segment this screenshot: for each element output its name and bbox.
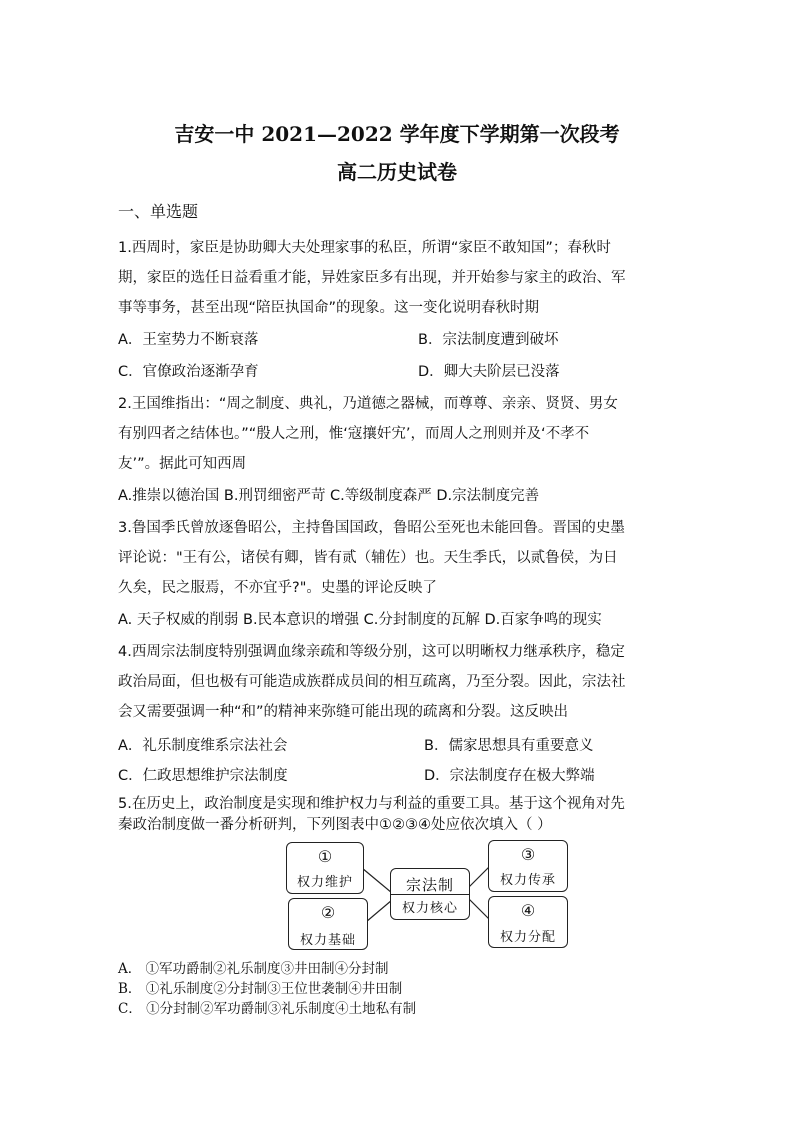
diagram-box-4 — [488, 896, 568, 948]
q2-stem-line: 友’”。据此可知西周 — [118, 456, 247, 472]
q4-option-b[interactable]: B．儒家思想具有重要意义 — [424, 738, 594, 754]
q4-option-d[interactable]: D．宗法制度存在极大弊端 — [424, 768, 595, 784]
diagram-box-number: ② — [320, 903, 336, 922]
diagram-box-number: ① — [317, 847, 333, 866]
q1-option-d[interactable]: D．卿大夫阶层已没落 — [418, 364, 560, 380]
q3-stem-line: 3.鲁国季氏曾放逐鲁昭公，主持鲁国国政，鲁昭公至死也未能回鲁。晋国的史墨 — [118, 520, 625, 536]
q2-options[interactable]: A.推崇以德治国 B.刑罚细密严苛 C.等级制度森严 D.宗法制度完善 — [118, 488, 540, 504]
diagram-box-number: ③ — [520, 845, 536, 864]
diagram-box-label: 权力基础 — [299, 933, 356, 948]
q5-option-b[interactable]: B． ①礼乐制度②分封制③王位世袭制④井田制 — [118, 981, 403, 997]
q1-stem-line: 期，家臣的选任日益看重才能，异姓家臣多有出现，并开始参与家主的政治、军 — [118, 270, 626, 286]
diagram-box-label: 权力传承 — [499, 873, 556, 888]
q1-option-a[interactable]: A．王室势力不断衰落 — [118, 332, 259, 348]
q1-option-b[interactable]: B．宗法制度遭到破坏 — [418, 332, 559, 348]
diagram-box-2 — [288, 898, 368, 950]
q1-stem-line: 1.西周时，家臣是协助卿大夫处理家事的私臣，所谓“家臣不敢知国”；春秋时 — [118, 240, 611, 256]
diagram-box-label: 权力分配 — [499, 930, 556, 945]
q4-option-c[interactable]: C．仁政思想维护宗法制度 — [118, 768, 288, 784]
q2-stem-line: 2.王国维指出：“周之制度、典礼，乃道德之器械，而尊尊、亲亲、贤贤、男女 — [118, 396, 618, 412]
q4-stem-line: 会又需要强调一种“和”的精神来弥缝可能出现的疏离和分裂。这反映出 — [118, 704, 569, 720]
q3-stem-line: 评论说："王有公，诸侯有卿，皆有贰（辅佐）也。天生季氏，以贰鲁侯，为日 — [118, 550, 618, 566]
q3-stem-line: 久矣，民之服焉，不亦宜乎?"。史墨的评论反映了 — [118, 580, 437, 596]
diagram-center-top: 宗法制 — [405, 876, 454, 894]
q4-stem-line: 政治局面，但也极有可能造成族群成员间的相互疏离，乃至分裂。因此，宗法社 — [118, 674, 626, 690]
q5-option-c[interactable]: C． ①分封制②军功爵制③礼乐制度④土地私有制 — [118, 1001, 417, 1017]
diagram-box-label: 权力维护 — [296, 875, 353, 890]
q5-option-a[interactable]: A． ①军功爵制②礼乐制度③井田制④分封制 — [118, 961, 389, 977]
q4-stem-line: 4.西周宗法制度特别强调血缘亲疏和等级分别，这可以明晰权力继承秩序，稳定 — [118, 644, 625, 660]
exam-subtitle: 高二历史试卷 — [337, 160, 457, 184]
q4-option-a[interactable]: A．礼乐制度维系宗法社会 — [118, 738, 288, 754]
diagram-box-1 — [286, 842, 364, 894]
q5-stem-line: 5.在历史上，政治制度是实现和维护权力与利益的重要工具。基于这个视角对先 — [118, 796, 625, 812]
diagram-box-3 — [488, 840, 568, 892]
q1-stem-line: 事等事务，甚至出现“陪臣执国命”的现象。这一变化说明春秋时期 — [118, 300, 540, 316]
q3-options[interactable]: A. 天子权威的削弱 B.民本意识的增强 C.分封制度的瓦解 D.百家争鸣的现实 — [118, 612, 602, 628]
exam-title: 吉安一中 2021—2022 学年度下学期第一次段考 — [174, 122, 620, 146]
q1-option-c[interactable]: C．官僚政治逐渐孕育 — [118, 364, 259, 380]
q2-stem-line: 有别四者之结体也。”“殷人之刑，惟‘寇攘奸宄’，而周人之刑则并及‘不孝不 — [118, 426, 590, 442]
section-heading: 一、单选题 — [118, 202, 199, 221]
diagram-center-box — [390, 868, 470, 920]
diagram-center-divider — [391, 894, 469, 895]
diagram-box-number: ④ — [520, 901, 536, 920]
diagram-center-bottom: 权力核心 — [401, 901, 458, 916]
q5-stem-line: 秦政治制度做一番分析研判，下列图表中①②③④处应依次填入（ ） — [118, 817, 552, 833]
